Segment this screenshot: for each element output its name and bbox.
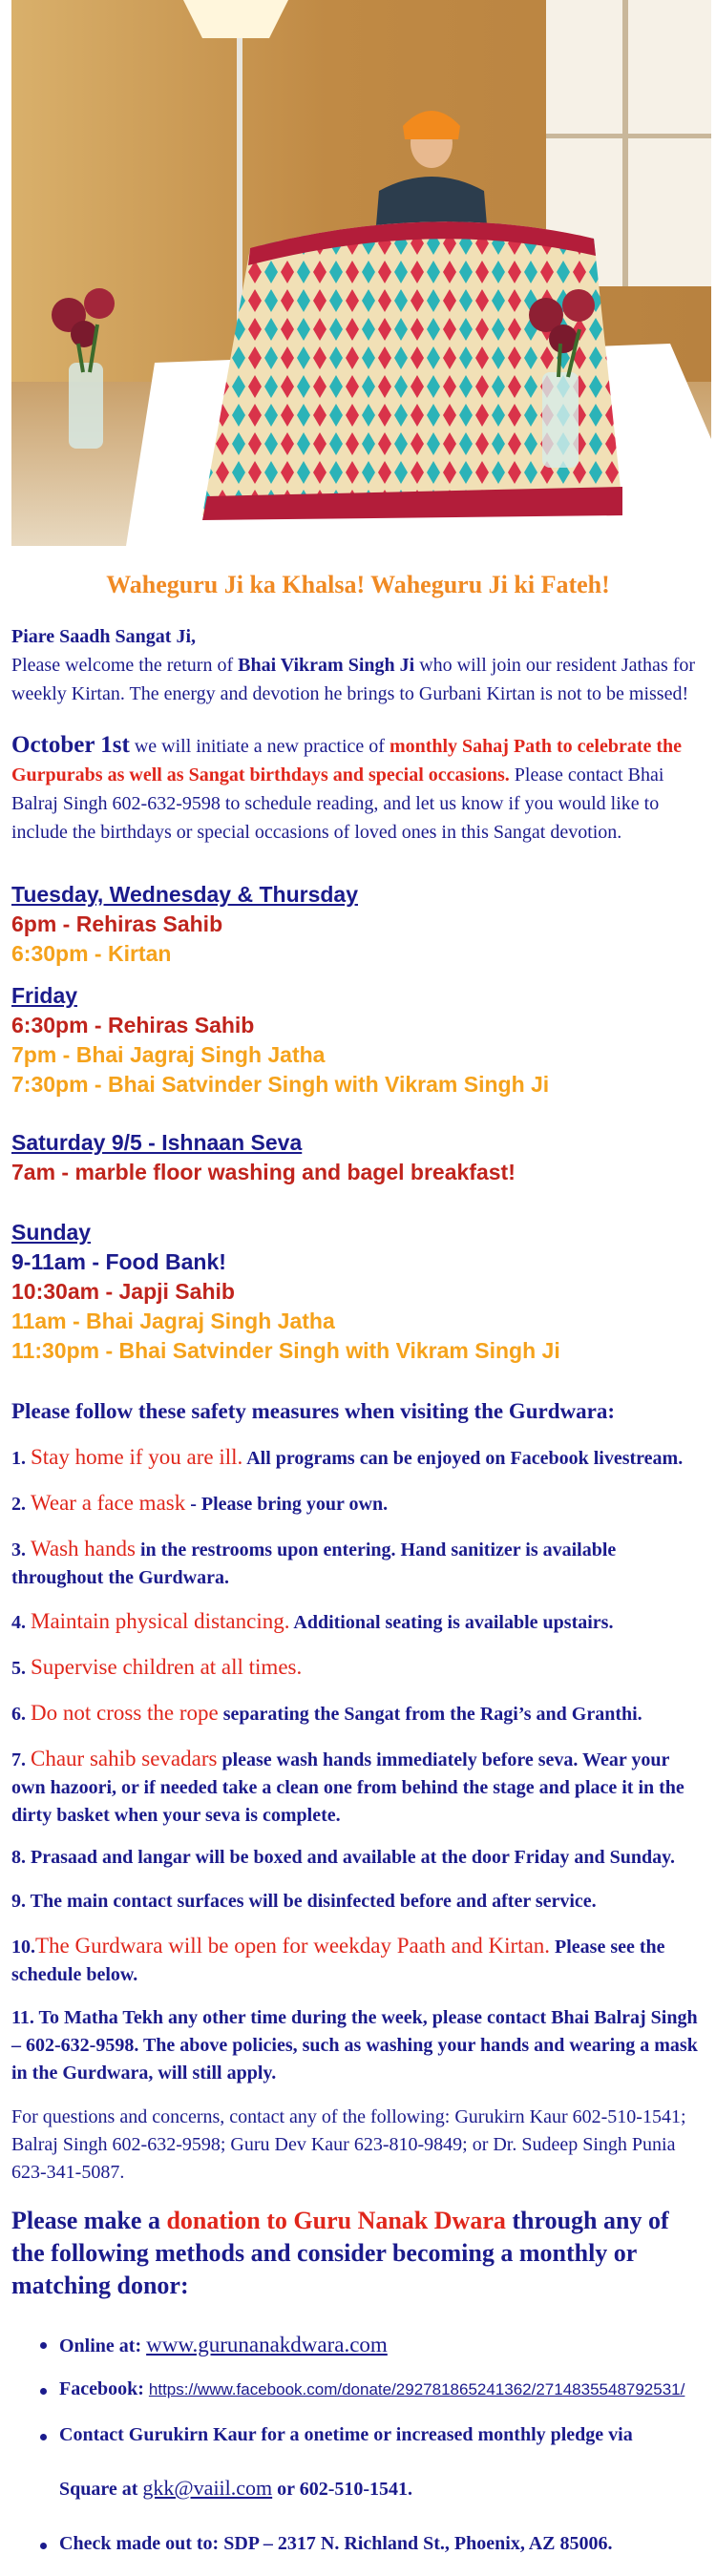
bullet-icon [40,2434,47,2440]
schedule-heading: Sunday [11,1220,92,1245]
rule-text: Additional seating is available upstairs. [289,1612,614,1633]
email-link[interactable]: gkk@vaiil.com [142,2476,273,2500]
rule-emphasis: The Gurdwara will be open for weekday Paath and Kirtan. [35,1934,551,1958]
bullet-icon [40,2388,47,2395]
hero-illustration [11,0,711,546]
rule-text: Please see the schedule below. [11,1937,665,1985]
schedule-item: 6:30pm - Kirtan [11,941,172,966]
schedule-item: 7:30pm - Bhai Satvinder Singh with Vikram Singh Ji [11,1072,550,1097]
rule-number: 1. [11,1448,31,1469]
safety-rule-4 [11,1607,706,1637]
donate-heading [11,2205,706,2302]
safety-rule-6 [11,1699,706,1728]
bullet-icon [40,2342,47,2349]
donate-text: Please make a [11,2207,167,2234]
rule-text: - Please bring your own. [185,1494,389,1515]
safety-rule-2 [11,1489,706,1518]
rule-text: separating the Sangat from the Ragi’s and Granthi. [218,1704,642,1725]
method-text: Check made out to: SDP – 2317 N. Richland St., Phoenix, AZ 85006. [59,2533,613,2554]
safety-rule-1 [11,1443,706,1473]
donation-method-square-details [59,2476,708,2501]
rule-emphasis: Wear a face mask [31,1491,186,1515]
schedule-item: 6pm - Rehiras Sahib [11,911,223,936]
rule-number: 6. [11,1704,31,1725]
safety-rule-11: 11. To Matha Tekh any other time during the week, please contact Bhai Balraj Singh – 602-632-9598. The above policies, such as washing your hands and wearing a mask in the Gurdwara, will still apply. [11,2007,698,2084]
schedule-item: 11am - Bhai Jagraj Singh Jatha [11,1309,335,1333]
schedule-item: 9-11am - Food Bank! [11,1249,226,1274]
schedule-heading: Saturday 9/5 - Ishnaan Seva [11,1130,303,1155]
rule-number: 5. [11,1658,31,1679]
salutation: Piare Saadh Sangat Ji, [11,626,196,647]
start-date: October 1st [11,732,130,758]
intro-text: who will join our resident Jathas for weekly Kirtan. The energy and devotion he brings to Gurbani Kirtan is not to be missed! [11,655,696,704]
sahaj-path-highlight: monthly Sahaj Path to celebrate the Gurpurabs as well as Sangat birthdays and special occasions. [11,736,683,785]
rule-emphasis: Stay home if you are ill. [31,1445,243,1469]
safety-rule-3 [11,1535,706,1592]
safety-rule-10 [11,1932,706,1989]
schedule-tue-thu [11,880,706,969]
intro-text: Please contact Bhai Balraj Singh 602-632-9598 to schedule reading, and let us know if you would like to include the birthdays or special occasions of loved ones in this Sangat devotion. [11,764,664,843]
donation-method-check [59,2533,708,2555]
donate-highlight: donation to Guru Nanak Dwara [166,2207,506,2234]
safety-rule-7 [11,1745,706,1830]
schedule-item: 11:30pm - Bhai Satvinder Singh with Vikram Singh Ji [11,1338,560,1363]
method-text: Contact Gurukirn Kaur for a onetime or increased monthly pledge via [59,2424,633,2445]
schedule-saturday [11,1128,706,1187]
intro-text: we will initiate a new practice of [129,736,390,757]
intro-text: Please welcome the return of [11,655,239,676]
schedule-item: 10:30am - Japji Sahib [11,1279,235,1304]
safety-heading: Please follow these safety measures when visiting the Gurdwara: [11,1399,616,1423]
safety-rule-8: 8. Prasaad and langar will be boxed and available at the door Friday and Sunday. [11,1847,675,1868]
rule-text: in the restrooms upon entering. Hand sanitizer is available throughout the Gurdwara. [11,1539,617,1588]
rule-number: 4. [11,1612,31,1633]
website-link[interactable]: www.gurunanakdwara.com [146,2333,388,2356]
schedule-heading: Friday [11,983,78,1008]
bullet-icon [40,2543,47,2549]
method-text: or 602-510-1541. [272,2479,413,2500]
schedule-sunday [11,1218,706,1366]
donation-method-facebook [59,2378,708,2400]
rule-text: please wash hands immediately before seva. Wear your own hazoori, or if needed take a clean one from behind the stage and place it in the dirty basket when your seva is complete. [11,1749,684,1826]
facebook-link[interactable]: https://www.facebook.com/donate/292781865241362/2714835548792531/ [148,2380,685,2398]
donation-method-online [59,2333,708,2357]
rule-number: 10. [11,1937,35,1958]
rule-emphasis: Chaur sahib sevadars [31,1747,218,1770]
hero-photo [11,0,711,546]
intro-paragraph-2 [11,731,706,847]
schedule-heading: Tuesday, Wednesday & Thursday [11,882,358,907]
schedule-item: 7pm - Bhai Jagraj Singh Jatha [11,1042,326,1067]
greeting-heading: Waheguru Ji ka Khalsa! Waheguru Ji ki Fateh! [106,571,610,598]
intro-paragraph-1 [11,651,706,708]
schedule-item: 6:30pm - Rehiras Sahib [11,1013,255,1037]
rule-number: 2. [11,1494,31,1515]
rule-emphasis: Supervise children at all times. [31,1655,303,1679]
intro-section [11,622,706,708]
safety-rule-5 [11,1653,706,1683]
rule-emphasis: Maintain physical distancing. [31,1609,290,1633]
safety-rule-9: 9. The main contact surfaces will be disinfected before and after service. [11,1891,597,1912]
rule-number: 7. [11,1749,31,1770]
donation-method-square [59,2424,708,2446]
donate-text: through any of the following methods and consider becoming a monthly or matching donor: [11,2207,669,2299]
rule-emphasis: Do not cross the rope [31,1701,219,1725]
method-label: Facebook: [59,2378,149,2399]
guest-name: Bhai Vikram Singh Ji [238,655,415,676]
contacts-paragraph: For questions and concerns, contact any of the following: Gurukirn Kaur 602-510-1541; Balraj Singh 602-632-9598; Guru Dev Kaur 623-810-9849; or Dr. Sudeep Singh Punia 623-341-5087. [11,2106,686,2183]
method-text: Square at [59,2479,143,2500]
rule-number: 3. [11,1539,31,1560]
rule-emphasis: Wash hands [31,1537,136,1560]
schedule-friday [11,981,706,1100]
method-label: Online at: [59,2335,147,2356]
sahaj-path-section [11,731,706,847]
rule-text: All programs can be enjoyed on Facebook livestream. [242,1448,684,1469]
schedule-item: 7am - marble floor washing and bagel breakfast! [11,1160,516,1184]
